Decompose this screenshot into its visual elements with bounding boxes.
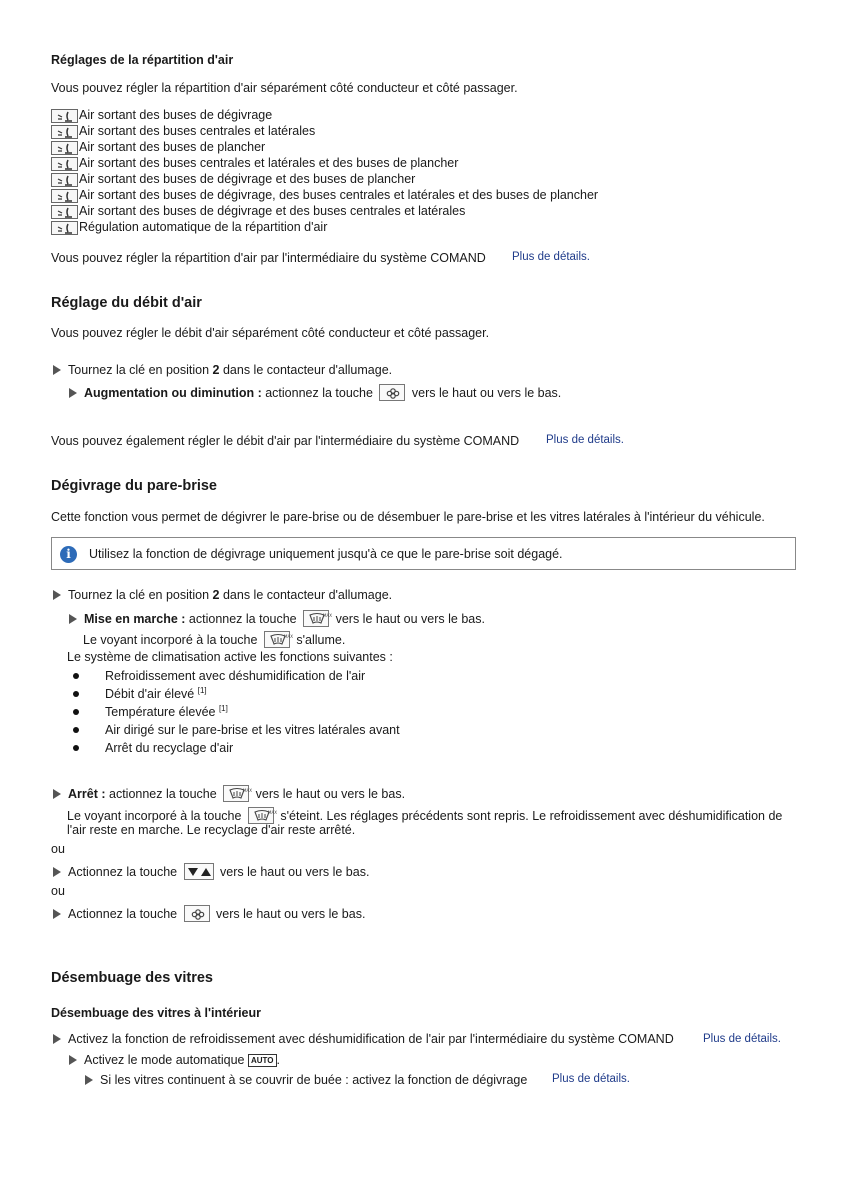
list-item-text: Refroidissement avec déshumidification de l'air (105, 669, 366, 684)
step-text: Actionnez la touche (68, 907, 181, 921)
step-text: Tournez la clé en position (68, 363, 213, 377)
step-text: Le voyant incorporé à la touche (67, 809, 245, 823)
list-item (105, 740, 233, 755)
list-item: Air sortant des buses centrales et latérales et des buses de plancher (79, 156, 459, 170)
paragraph: Cette fonction vous permet de dégivrer le pare-brise ou de désembuer le pare-brise et les vitres latérales à l'intérieur du véhicule. (51, 510, 765, 524)
list-item: Air sortant des buses de dégivrage et des buses de plancher (79, 172, 416, 186)
list-item (105, 704, 228, 719)
list-item: Régulation automatique de la répartition d'air (79, 220, 328, 234)
step-text: Activez la fonction de refroidissement avec déshumidification de l'air par l'intermédiaire du système COMAND (68, 1032, 674, 1046)
paragraph: Vous pouvez régler le débit d'air séparément côté conducteur et côté passager. (51, 326, 490, 340)
step (53, 863, 369, 880)
substep (85, 1073, 527, 1087)
step-bold: Augmentation ou diminution : (84, 386, 262, 400)
paragraph: Vous pouvez également régler le débit d'air par l'intermédiaire du système COMAND (51, 434, 520, 448)
svg-text:MAX: MAX (283, 634, 293, 639)
svg-text:MAX: MAX (243, 788, 253, 793)
step-arrow-icon (53, 867, 61, 877)
section-title-air-distribution: Réglages de la répartition d'air (51, 53, 234, 67)
bullet-icon (73, 673, 79, 679)
step-bold: Arrêt : (68, 787, 106, 801)
info-note (51, 537, 796, 570)
step-text: vers le haut ou vers le bas. (332, 612, 485, 626)
note-text: Utilisez la fonction de dégivrage uniquement jusqu'à ce que le pare-brise soit dégagé. (89, 547, 563, 561)
step-text: actionnez la touche (105, 787, 221, 801)
footnote-ref[interactable]: [1] (197, 686, 207, 695)
air-defrost-floor-icon (51, 173, 78, 187)
step-text: Le voyant incorporé à la touche (83, 633, 261, 647)
step-text: s'allume. (292, 633, 346, 647)
defrost-max-key-icon (248, 807, 277, 824)
down-up-key-icon (184, 863, 214, 880)
step-arrow-icon (53, 909, 61, 919)
section-title-air-flow: Réglage du débit d'air (51, 295, 202, 311)
fan-key-icon (379, 384, 405, 401)
details-link[interactable]: Plus de détails. (552, 1073, 630, 1085)
step-bold: Mise en marche : (84, 612, 186, 626)
step-bold: 2 (212, 363, 220, 377)
air-all-icon (51, 189, 78, 203)
substep (69, 384, 561, 401)
step-bold: 2 (212, 588, 220, 602)
list-item-text: Arrêt du recyclage d'air (105, 741, 234, 756)
auto-key-icon: AUTO (248, 1054, 277, 1067)
list-item: Air sortant des buses de dégivrage et des buses centrales et latérales (79, 204, 466, 218)
air-center-side-icon (51, 125, 78, 139)
list-item (105, 722, 400, 737)
step-text: actionnez la touche (185, 612, 301, 626)
step (53, 785, 405, 802)
step-arrow-icon (85, 1075, 93, 1085)
step-text: dans le contacteur d'allumage. (219, 363, 393, 377)
step-text: vers le haut ou vers le bas. (408, 386, 562, 400)
paragraph (51, 251, 486, 265)
bullet-icon (73, 709, 79, 715)
fan-key-icon (184, 905, 210, 922)
defrost-max-key-icon (223, 785, 253, 802)
substep (69, 1053, 280, 1067)
paragraph: Le système de climatisation active les fonctions suivantes : (67, 650, 393, 664)
step-text: vers le haut ou vers le bas. (252, 787, 406, 801)
air-auto-icon (51, 221, 78, 235)
section-title-defrost: Dégivrage du pare-brise (51, 478, 217, 494)
or-text: ou (51, 884, 65, 898)
step-arrow-icon (53, 365, 61, 375)
paragraph: Vous pouvez régler la répartition d'air séparément côté conducteur et côté passager. (51, 81, 518, 95)
substep (69, 610, 485, 627)
step-text: Si les vitres continuent à se couvrir de buée : activez la fonction de dégivrage (100, 1073, 528, 1087)
air-center-floor-icon (51, 157, 78, 171)
details-link[interactable]: Plus de détails. (703, 1033, 781, 1045)
subsection-title: Désembuage des vitres à l'intérieur (51, 1006, 262, 1020)
list-item: Air sortant des buses de dégivrage (79, 108, 273, 122)
step-text: Activez le mode automatique (84, 1053, 248, 1067)
step-text: vers le haut ou vers le bas. (212, 907, 366, 921)
step-arrow-icon (53, 789, 61, 799)
step (53, 1032, 674, 1046)
defrost-max-key-icon (264, 631, 293, 648)
footnote-ref[interactable]: [1] (218, 704, 228, 713)
section-title-demist: Désembuage des vitres (51, 970, 213, 986)
list-item (105, 686, 207, 701)
step-text: . (276, 1053, 280, 1067)
list-item: Air sortant des buses de dégivrage, des buses centrales et latérales et des buses de plancher (79, 188, 599, 202)
step-text: Tournez la clé en position (68, 588, 213, 602)
step-text: actionnez la touche (261, 386, 377, 400)
air-defrost-center-icon (51, 205, 78, 219)
step-text: Actionnez la touche (68, 865, 181, 879)
svg-text:MAX: MAX (323, 613, 333, 618)
list-item-text: Température élevée (105, 705, 219, 720)
step-text: dans le contacteur d'allumage. (219, 588, 393, 602)
list-item: Air sortant des buses centrales et latérales (79, 124, 316, 138)
step (53, 363, 392, 377)
step (53, 588, 392, 602)
step (53, 905, 365, 922)
bullet-icon (73, 691, 79, 697)
step-arrow-icon (53, 590, 61, 600)
step-arrow-icon (53, 1034, 61, 1044)
paragraph: l'air reste en marche. Le recyclage d'air reste arrêté. (67, 823, 356, 837)
air-floor-icon (51, 141, 78, 155)
defrost-max-key-icon (303, 610, 333, 627)
list-item: Air sortant des buses de plancher (79, 140, 266, 154)
or-text: ou (51, 842, 65, 856)
paragraph (67, 807, 782, 824)
step-arrow-icon (69, 388, 77, 398)
step-text: vers le haut ou vers le bas. (216, 865, 370, 879)
step-text: s'éteint. Les réglages précédents sont repris. Le refroidissement avec déshumidification de (276, 809, 783, 823)
step-arrow-icon (69, 614, 77, 624)
paragraph (83, 631, 345, 648)
bullet-icon (73, 745, 79, 751)
paragraph-text: Vous pouvez régler la répartition d'air par l'intermédiaire du système COMAND (51, 251, 486, 265)
list-item-text: Air dirigé sur le pare-brise et les vitres latérales avant (105, 723, 400, 738)
svg-text:MAX: MAX (267, 810, 277, 815)
list-item (105, 668, 365, 683)
bullet-icon (73, 727, 79, 733)
step-arrow-icon (69, 1055, 77, 1065)
list-item-text: Débit d'air élevé (105, 687, 198, 702)
air-defrost-icon (51, 109, 78, 123)
details-link[interactable]: Plus de détails. (512, 251, 590, 263)
details-link[interactable]: Plus de détails. (546, 434, 624, 446)
info-icon: i (60, 546, 77, 563)
